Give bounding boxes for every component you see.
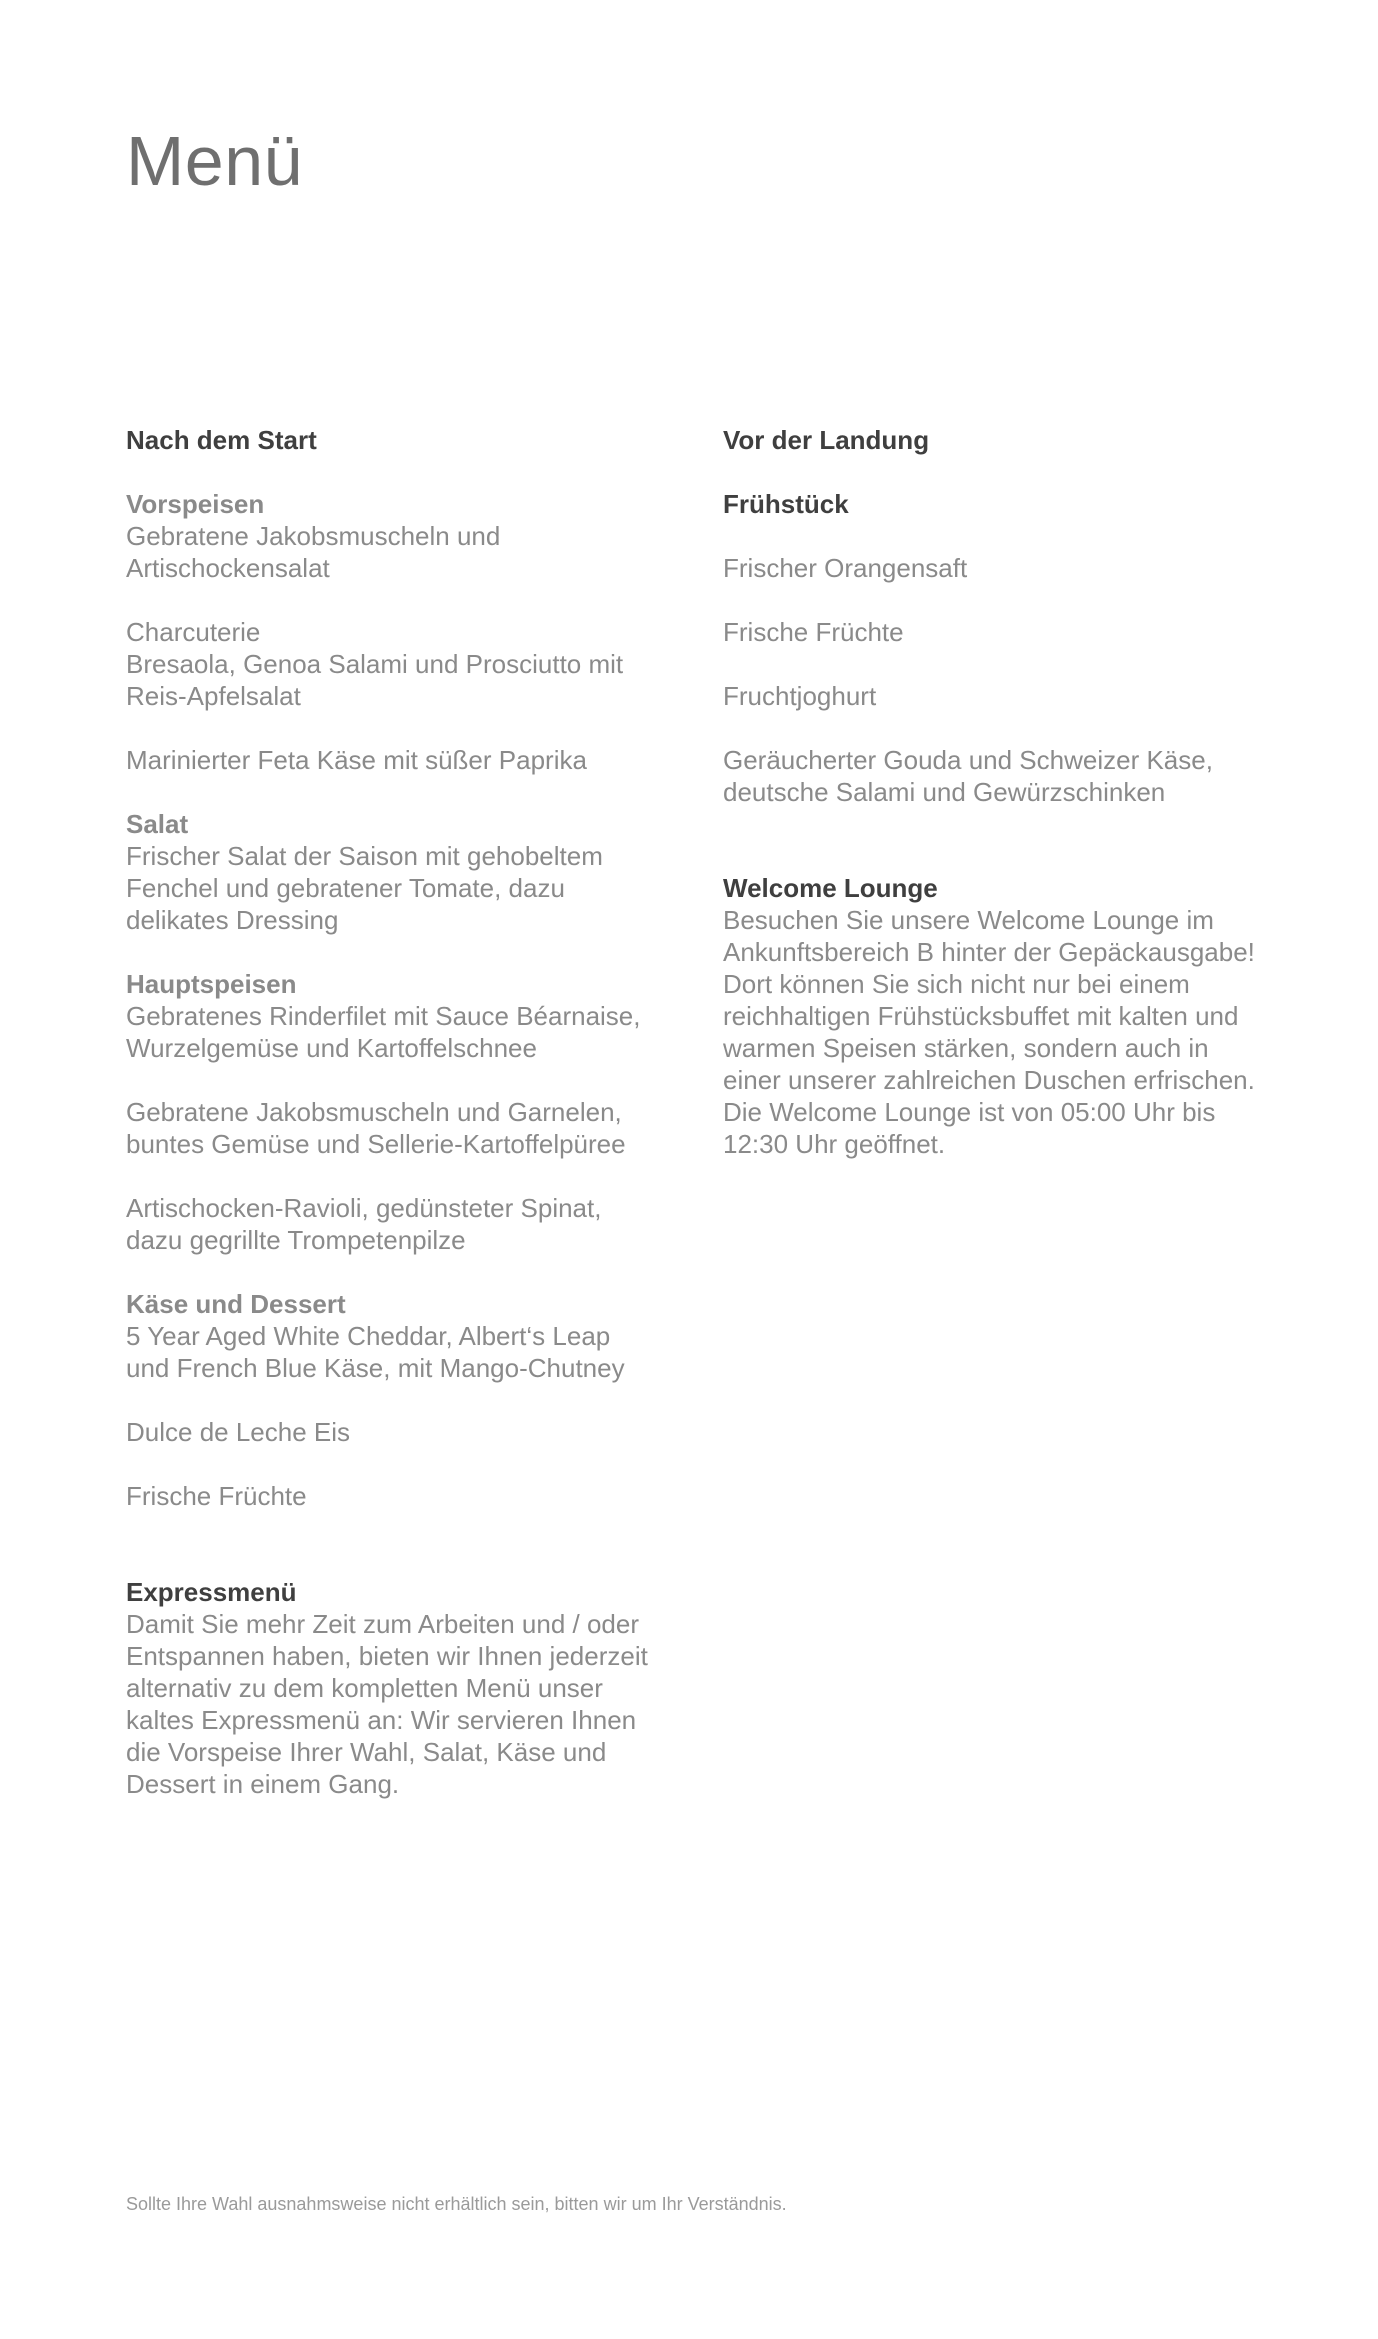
menu-item: Marinierter Feta Käse mit süßer Paprika — [126, 745, 587, 775]
section-heading-express-menu: Expressmenü — [126, 1577, 297, 1607]
footnote: Sollte Ihre Wahl ausnahmsweise nicht erhältlich sein, bitten wir um Ihr Verständnis. — [126, 2194, 787, 2214]
menu-item: Gebratene Jakobsmuscheln und Garnelen, buntes Gemüse und Sellerie-Kartoffelpüree — [126, 1097, 626, 1159]
section-heading-before-landing: Vor der Landung — [723, 425, 930, 455]
menu-item: Frische Früchte — [723, 617, 904, 647]
group-cheese-dessert — [126, 1288, 666, 1512]
menu-item: Fruchtjoghurt — [723, 681, 877, 711]
section-heading-welcome-lounge: Welcome Lounge — [723, 873, 938, 903]
group-heading-main-courses: Hauptspeisen — [126, 969, 297, 999]
menu-item: Geräucherter Gouda und Schweizer Käse, deutsche Salami und Gewürzschinken — [723, 745, 1213, 807]
menu-item: Dulce de Leche Eis — [126, 1417, 351, 1447]
welcome-lounge-section — [723, 872, 1283, 1160]
page-title: Menü — [126, 122, 304, 200]
menu-item: Gebratenes Rinderfilet mit Sauce Béarnaise, Wurzelgemüse und Kartoffelschnee — [126, 1001, 641, 1063]
left-column — [126, 424, 666, 1800]
group-breakfast — [723, 488, 1283, 808]
group-heading-cheese-dessert: Käse und Dessert — [126, 1289, 346, 1319]
group-main-courses — [126, 968, 666, 1256]
express-menu-text: Damit Sie mehr Zeit zum Arbeiten und / oder Entspannen haben, bieten wir Ihnen jederzeit alternativ zu dem kompletten Menü unser kaltes Expressmenü an: Wir servieren Ihnen die Vorspeise Ihrer Wahl, Salat, Käse und Dessert in einem Gang. — [126, 1609, 648, 1799]
group-starters — [126, 488, 666, 776]
right-column — [723, 424, 1283, 1160]
express-menu-section — [126, 1576, 666, 1800]
menu-item: Frische Früchte — [126, 1481, 307, 1511]
welcome-lounge-text: Besuchen Sie unsere Welcome Lounge im Ankunftsbereich B hinter der Gepäckausgabe! Dort können Sie sich nicht nur bei einem reichhaltigen Frühstücksbuffet mit kalten und warmen Speisen stärken, sondern auch in einer unserer zahlreichen Duschen erfrischen. Die Welcome Lounge ist von 05:00 Uhr bis 12:30 Uhr geöffnet. — [723, 905, 1255, 1159]
group-heading-breakfast: Frühstück — [723, 489, 849, 519]
menu-item: 5 Year Aged White Cheddar, Albert‘s Leap und French Blue Käse, mit Mango-Chutney — [126, 1321, 625, 1383]
section-heading-after-takeoff: Nach dem Start — [126, 425, 317, 455]
menu-item: Charcuterie Bresaola, Genoa Salami und Prosciutto mit Reis-Apfelsalat — [126, 617, 624, 711]
menu-item: Frischer Salat der Saison mit gehobeltem Fenchel und gebratener Tomate, dazu delikates Dressing — [126, 841, 603, 935]
menu-item: Gebratene Jakobsmuscheln und Artischockensalat — [126, 521, 501, 583]
group-heading-salad: Salat — [126, 809, 189, 839]
menu-item: Artischocken-Ravioli, gedünsteter Spinat, dazu gegrillte Trompetenpilze — [126, 1193, 602, 1255]
menu-item: Frischer Orangensaft — [723, 553, 968, 583]
group-salad — [126, 808, 666, 936]
group-heading-starters: Vorspeisen — [126, 489, 265, 519]
